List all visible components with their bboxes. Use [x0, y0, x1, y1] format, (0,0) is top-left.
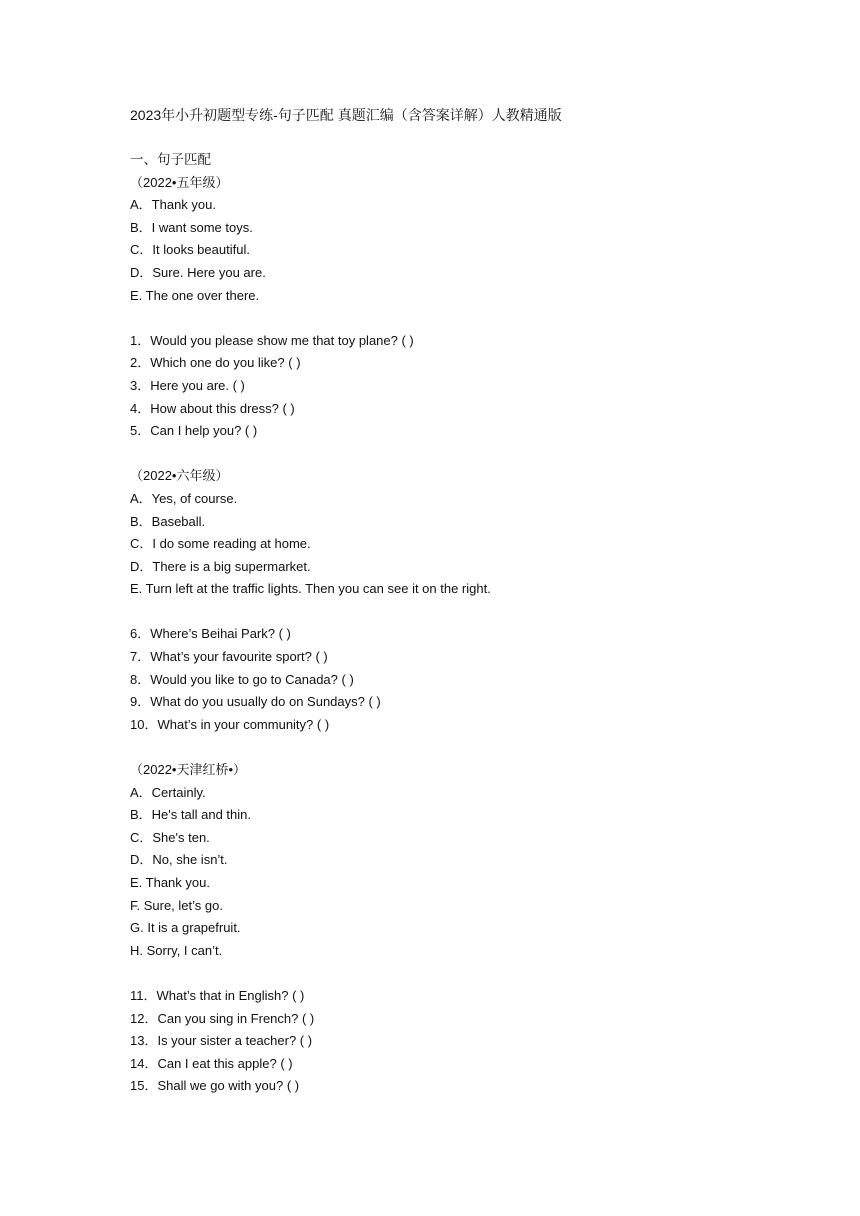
- option-line: H. Sorry, I can’t.: [130, 942, 223, 958]
- question-line: 4．How about this dress? ( ): [130, 400, 295, 416]
- question-line: 7．What’s your favourite sport? ( ): [130, 649, 328, 665]
- section-heading: 一、句子匹配: [130, 152, 211, 167]
- spacer: [130, 601, 750, 624]
- question-line: 12．Can you sing in French? ( ): [130, 1010, 315, 1026]
- question-group-2: [130, 465, 750, 759]
- option-line: C．She's ten.: [130, 829, 210, 845]
- question-line: 13．Is your sister a teacher? ( ): [130, 1033, 313, 1049]
- question-line: 3．Here you are. ( ): [130, 377, 245, 393]
- spacer: [130, 307, 750, 330]
- question-line: 9．What do you usually do on Sundays? ( ): [130, 694, 381, 710]
- question-line: 1．Would you please show me that toy plane? ( ): [130, 332, 414, 348]
- question-line: 14．Can I eat this apple? ( ): [130, 1055, 293, 1071]
- option-line: E. Thank you.: [130, 875, 210, 890]
- option-line: B．Baseball.: [130, 513, 206, 529]
- option-line: C．I do some reading at home.: [130, 536, 311, 552]
- option-line: B．He's tall and thin.: [130, 807, 251, 823]
- option-line: C．It looks beautiful.: [130, 242, 250, 258]
- option-line: D．Sure. Here you are.: [130, 264, 266, 280]
- option-line: B．I want some toys.: [130, 219, 253, 235]
- document-page: [130, 104, 750, 1098]
- group-source: （2022•六年级）: [130, 468, 229, 484]
- option-line: D．There is a big supermarket.: [130, 558, 311, 574]
- group-source: （2022•五年级）: [130, 174, 229, 190]
- option-line: D．No, she isn’t.: [130, 852, 228, 868]
- question-line: 15．Shall we go with you? ( ): [130, 1078, 300, 1094]
- option-line: A．Thank you.: [130, 197, 216, 213]
- option-line: A．Certainly.: [130, 784, 206, 800]
- spacer: [130, 736, 750, 759]
- question-line: 8．Would you like to go to Canada? ( ): [130, 671, 354, 687]
- question-line: 2．Which one do you like? ( ): [130, 355, 301, 371]
- spacer: [130, 962, 750, 985]
- question-line: 10．What’s in your community? ( ): [130, 716, 330, 732]
- question-line: 11．What’s that in English? ( ): [130, 987, 305, 1003]
- option-line: E. Turn left at the traffic lights. Then you can see it on the right.: [130, 581, 491, 597]
- question-group-1: [130, 172, 750, 466]
- group-source: （2022•天津红桥•）: [130, 762, 247, 778]
- option-line: G. It is a grapefruit.: [130, 920, 241, 936]
- option-line: E. The one over there.: [130, 287, 260, 303]
- document-title: 2023年小升初题型专练-句子匹配 真题汇编（含答案详解）人教精通版: [130, 107, 562, 123]
- question-line: 5．Can I help you? ( ): [130, 423, 258, 439]
- question-group-3: [130, 759, 750, 1098]
- question-line: 6．Where’s Beihai Park? ( ): [130, 626, 291, 642]
- option-line: F. Sure, let’s go.: [130, 897, 223, 913]
- option-line: A．Yes, of course.: [130, 490, 238, 506]
- spacer: [130, 443, 750, 466]
